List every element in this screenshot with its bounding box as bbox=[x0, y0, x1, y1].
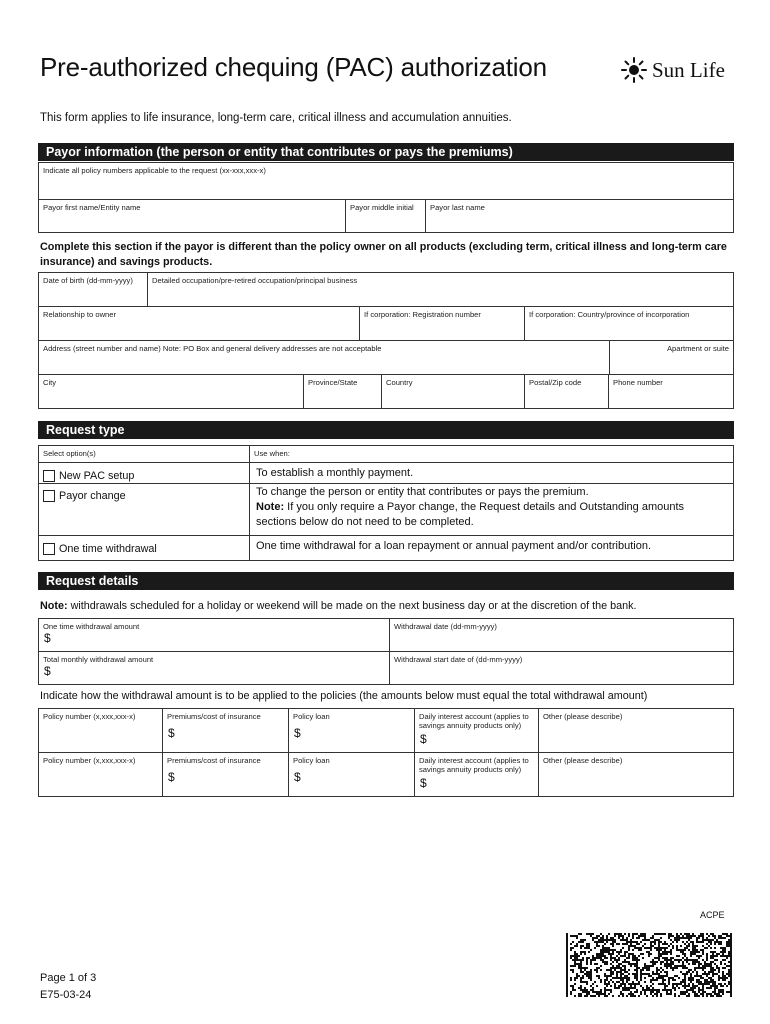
policy-numbers-row bbox=[39, 163, 733, 200]
dob-field[interactable] bbox=[39, 273, 147, 306]
daily-interest-label: Daily interest account (applies to savings annuity products only) bbox=[419, 712, 529, 730]
payor-change-label: Payor change bbox=[59, 489, 126, 502]
postal-field[interactable] bbox=[524, 375, 608, 408]
registration-label: If corporation: Registration number bbox=[364, 310, 481, 319]
dob-row bbox=[39, 273, 733, 307]
province-field[interactable] bbox=[303, 375, 381, 408]
use-when-label: Use when: bbox=[254, 449, 290, 458]
other-field[interactable] bbox=[538, 709, 733, 752]
province-label: Province/State bbox=[308, 378, 358, 387]
one-time-dollar-sign: $ bbox=[44, 631, 51, 645]
relationship-field[interactable] bbox=[39, 307, 359, 340]
loan-dollar-sign: $ bbox=[294, 726, 301, 740]
first-name-field[interactable] bbox=[39, 200, 345, 232]
apartment-field[interactable] bbox=[609, 341, 733, 374]
payor-details-section bbox=[38, 272, 734, 409]
form-code: ACPE bbox=[700, 910, 725, 920]
city-label: City bbox=[43, 378, 57, 387]
policy-number-label: Policy number (x,xxx,xxx-x) bbox=[43, 756, 136, 765]
postal-label: Postal/Zip code bbox=[529, 378, 582, 387]
daily-dollar-sign: $ bbox=[420, 732, 427, 746]
one-time-use-when bbox=[249, 536, 733, 560]
payor-information-bar: Payor information (the person or entity that contributes or pays the premiums) bbox=[38, 143, 734, 161]
address-label: Address (street number and name) Note: PO Box and general delivery addresses are not acceptable bbox=[43, 344, 382, 353]
payor-change-option[interactable] bbox=[39, 484, 249, 535]
one-time-option[interactable] bbox=[39, 536, 249, 560]
sun-life-logo bbox=[620, 56, 725, 84]
loan-dollar-sign: $ bbox=[294, 770, 301, 784]
incorporation-label: If corporation: Country/province of incorporation bbox=[529, 310, 690, 319]
phone-field[interactable] bbox=[608, 375, 733, 408]
last-name-field[interactable] bbox=[425, 200, 733, 232]
one-time-checkbox[interactable] bbox=[43, 543, 55, 555]
one-time-description: One time withdrawal for a loan repayment or annual payment and/or contribution. bbox=[256, 540, 651, 552]
relationship-label: Relationship to owner bbox=[43, 310, 117, 319]
daily-interest-field[interactable] bbox=[414, 753, 538, 796]
payor-name-row bbox=[39, 200, 733, 232]
registration-field[interactable] bbox=[359, 307, 524, 340]
payor-change-checkbox[interactable] bbox=[43, 490, 55, 502]
monthly-amount-label: Total monthly withdrawal amount bbox=[43, 655, 154, 664]
first-name-label: Payor first name/Entity name bbox=[43, 203, 141, 212]
barcode-icon bbox=[566, 933, 734, 997]
request-type-header bbox=[39, 446, 733, 463]
payor-change-description bbox=[250, 484, 733, 533]
other-field[interactable] bbox=[538, 753, 733, 796]
dob-label: Date of birth (dd-mm-yyyy) bbox=[43, 276, 133, 285]
monthly-dollar-sign: $ bbox=[44, 664, 51, 678]
one-time-amount-label: One time withdrawal amount bbox=[43, 622, 140, 631]
middle-initial-field[interactable] bbox=[345, 200, 425, 232]
payor-change-note-label: Note: bbox=[256, 501, 285, 513]
select-options-header bbox=[39, 446, 249, 462]
request-type-bar: Request type bbox=[38, 421, 734, 439]
premiums-dollar-sign: $ bbox=[168, 726, 175, 740]
policy-loan-label: Policy loan bbox=[293, 712, 330, 721]
city-row bbox=[39, 375, 733, 408]
other-label: Other (please describe) bbox=[543, 756, 623, 765]
option-row-new-pac bbox=[39, 463, 733, 484]
policy-number-field[interactable] bbox=[39, 709, 162, 752]
country-field[interactable] bbox=[381, 375, 524, 408]
holiday-note-text: withdrawals scheduled for a holiday or weekend will be made on the next business day or at the discretion of the bank. bbox=[67, 600, 637, 612]
phone-label: Phone number bbox=[613, 378, 663, 387]
premiums-field[interactable] bbox=[162, 753, 288, 796]
holiday-note bbox=[40, 600, 637, 612]
new-pac-description: To establish a monthly payment. bbox=[256, 467, 414, 479]
apply-note: Indicate how the withdrawal amount is to be applied to the policies (the amounts below must equal the total withdrawal amount) bbox=[40, 690, 648, 702]
policy-numbers-field[interactable] bbox=[39, 163, 733, 199]
payor-change-note-text: If you only require a Payor change, the Request details and Outstanding amounts sections below do not need to be completed. bbox=[256, 501, 685, 528]
policy-row bbox=[39, 709, 733, 753]
complete-section-note: Complete this section if the payor is different than the policy owner on all products (excluding term, critical illness and long-term care insurance) and savings products. bbox=[40, 241, 727, 268]
other-label: Other (please describe) bbox=[543, 712, 623, 721]
payor-change-use-text: To change the person or entity that contributes or pays the premium. bbox=[256, 486, 589, 498]
occupation-label: Detailed occupation/pre-retired occupation/principal business bbox=[152, 276, 358, 285]
option-row-one-time bbox=[39, 536, 733, 560]
address-field[interactable] bbox=[39, 341, 609, 374]
relationship-row bbox=[39, 307, 733, 341]
sun-icon bbox=[620, 56, 648, 84]
city-field[interactable] bbox=[39, 375, 303, 408]
premiums-label: Premiums/cost of insurance bbox=[167, 756, 261, 765]
daily-dollar-sign: $ bbox=[420, 776, 427, 790]
select-options-label: Select option(s) bbox=[43, 449, 96, 458]
one-time-label: One time withdrawal bbox=[59, 542, 157, 555]
request-type-table bbox=[38, 445, 734, 561]
logo-text: Sun Life bbox=[652, 57, 725, 82]
one-time-amount-field[interactable] bbox=[39, 619, 389, 651]
premiums-label: Premiums/cost of insurance bbox=[167, 712, 261, 721]
monthly-amount-row bbox=[39, 652, 733, 684]
new-pac-label: New PAC setup bbox=[59, 469, 135, 482]
address-row bbox=[39, 341, 733, 375]
policy-numbers-label: Indicate all policy numbers applicable to the request (xx-xxx,xxx-x) bbox=[43, 166, 266, 175]
country-label: Country bbox=[386, 378, 413, 387]
last-name-label: Payor last name bbox=[430, 203, 485, 212]
start-date-field[interactable] bbox=[389, 652, 733, 684]
withdrawal-date-label: Withdrawal date (dd-mm-yyyy) bbox=[394, 622, 497, 631]
policy-loan-field[interactable] bbox=[288, 709, 414, 752]
policy-allocation-table bbox=[38, 708, 734, 797]
withdrawal-amounts-section bbox=[38, 618, 734, 685]
middle-initial-label: Payor middle initial bbox=[350, 203, 414, 212]
new-pac-option[interactable] bbox=[39, 463, 249, 483]
payor-name-section bbox=[38, 162, 734, 233]
apartment-label: Apartment or suite bbox=[666, 344, 729, 353]
holiday-note-label: Note: bbox=[40, 600, 68, 612]
page-number: Page 1 of 3 bbox=[40, 972, 97, 984]
option-row-payor-change bbox=[39, 484, 733, 536]
withdrawal-date-field[interactable] bbox=[389, 619, 733, 651]
page-title: Pre-authorized chequing (PAC) authorization bbox=[40, 52, 547, 82]
policy-loan-field[interactable] bbox=[288, 753, 414, 796]
incorporation-field[interactable] bbox=[524, 307, 733, 340]
start-date-label: Withdrawal start date of (dd-mm-yyyy) bbox=[394, 655, 523, 664]
policy-number-label: Policy number (x,xxx,xxx-x) bbox=[43, 712, 136, 721]
one-time-amount-row bbox=[39, 619, 733, 652]
premiums-dollar-sign: $ bbox=[168, 770, 175, 784]
form-id: E75-03-24 bbox=[40, 989, 92, 1001]
new-pac-use-when bbox=[249, 463, 733, 483]
new-pac-checkbox[interactable] bbox=[43, 470, 55, 482]
request-details-bar: Request details bbox=[38, 572, 734, 590]
premiums-field[interactable] bbox=[162, 709, 288, 752]
use-when-header bbox=[249, 446, 733, 462]
daily-interest-field[interactable] bbox=[414, 709, 538, 752]
policy-loan-label: Policy loan bbox=[293, 756, 330, 765]
daily-interest-label: Daily interest account (applies to savings annuity products only) bbox=[419, 756, 529, 774]
intro-text: This form applies to life insurance, long-term care, critical illness and accumulation annuities. bbox=[40, 112, 512, 124]
payor-change-use-when bbox=[249, 484, 733, 535]
occupation-field[interactable] bbox=[147, 273, 733, 306]
policy-row bbox=[39, 753, 733, 796]
policy-number-field[interactable] bbox=[39, 753, 162, 796]
monthly-amount-field[interactable] bbox=[39, 652, 389, 684]
